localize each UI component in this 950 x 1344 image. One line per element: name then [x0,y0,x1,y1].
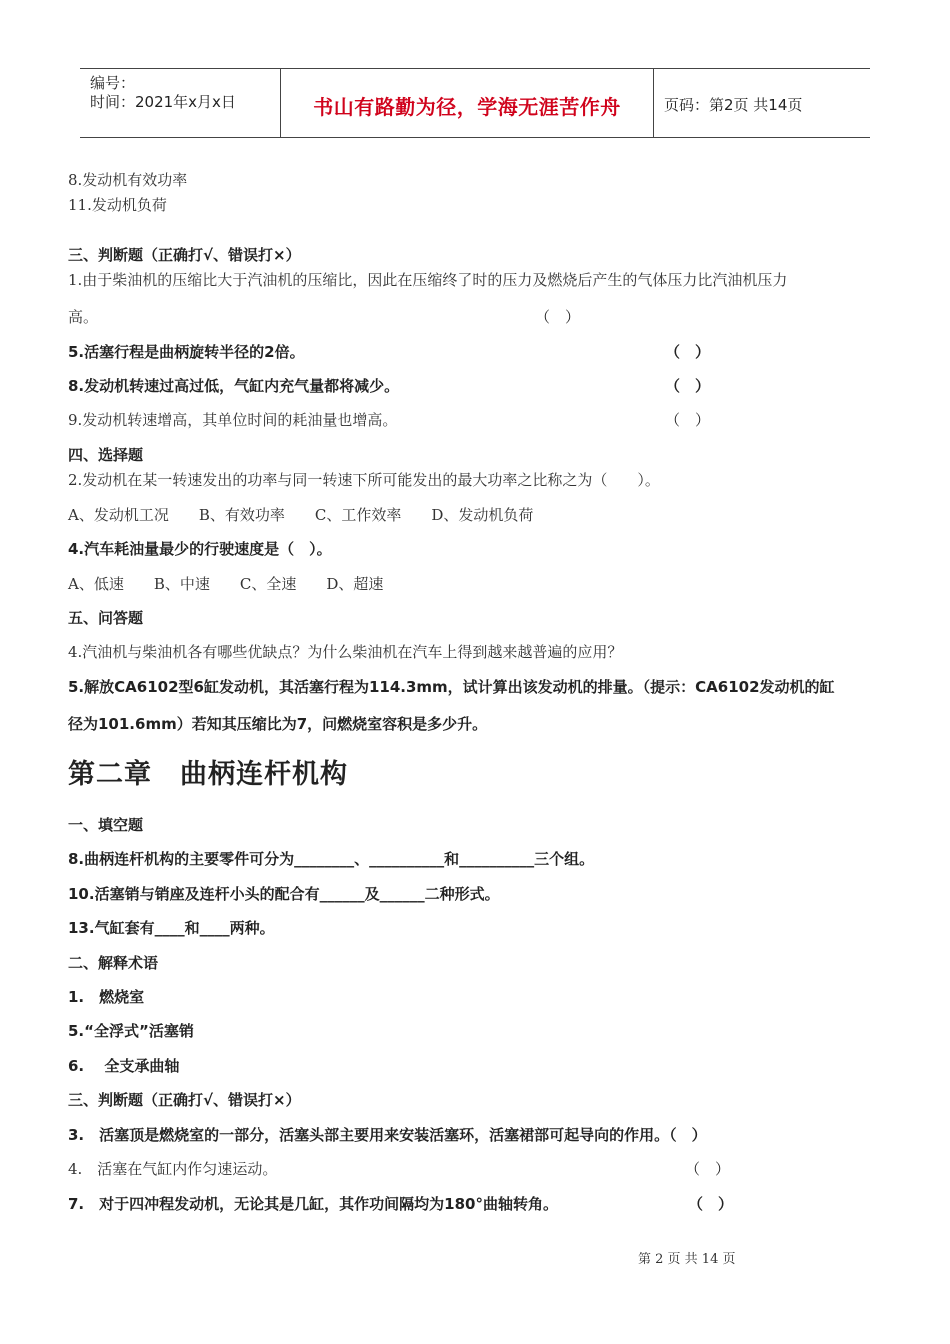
judge-question-1-cont: 高。 [68,308,99,326]
answer-paren: （ ） [665,343,711,361]
fill-question-13: 13.气缸套有____和____两种。 [68,919,275,937]
header-motto-cell [281,69,654,137]
qa-question-5-cont: 径为101.6mm）若知其压缩比为7，问燃烧室容积是多少升。 [68,715,488,733]
answer-paren: （ ） [685,1160,731,1178]
judge-question-8: 8.发动机转速过高过低，气缸内充气量都将减少。 [68,377,400,395]
judge-question-1: 1.由于柴油机的压缩比大于汽油机的压缩比，因此在压缩终了时的压力及燃烧后产生的气体压力比汽油机压力 [68,271,788,289]
chapter-title: 第二章 曲柄连杆机构 [68,759,348,790]
page-label: 页码：第2页 共14页 [664,96,803,114]
qa-question-5: 5.解放CA6102型6缸发动机，其活塞行程为114.3mm，试计算出该发动机的排量。（提示：CA6102发动机的缸 [68,678,835,696]
section-heading-fill: 一、填空题 [68,816,144,834]
answer-paren: （ ） [665,411,711,429]
fill-question-10: 10.活塞销与销座及连杆小头的配合有______及______二种形式。 [68,885,500,903]
motto: 书山有路勤为径，学海无涯苦作舟 [313,95,621,119]
number-label: 编号： [90,74,136,92]
judge2-question-4: 4. 活塞在气缸内作匀速运动。 [68,1160,278,1178]
qa-question-4: 4.汽油机与柴油机各有哪些优缺点？为什么柴油机在汽车上得到越来越普遍的应用？ [68,643,623,661]
choice-options-4: A、低速 B、中速 C、全速 D、超速 [68,575,384,593]
term-item-8: 8.发动机有效功率 [68,171,188,189]
answer-paren: （ ） [688,1195,734,1213]
choice-question-2: 2.发动机在某一转速发出的功率与同一转速下所可能发出的最大功率之比称之为（ ）。 [68,471,660,489]
term-item-11: 11.发动机负荷 [68,196,167,214]
judge2-question-3: 3. 活塞顶是燃烧室的一部分，活塞头部主要用来安装活塞环，活塞裙部可起导向的作用。（ ） [68,1126,707,1144]
judge2-question-7: 7. 对于四冲程发动机，无论其是几缸，其作功间隔均为180°曲轴转角。 [68,1195,558,1213]
term-5: 5.“全浮式”活塞销 [68,1022,194,1040]
judge-question-9: 9.发动机转速增高，其单位时间的耗油量也增高。 [68,411,398,429]
judge-question-5: 5.活塞行程是曲柄旋转半径的2倍。 [68,343,305,361]
section-heading-qa: 五、问答题 [68,609,144,627]
choice-options-2: A、发动机工况 B、有效功率 C、工作效率 D、发动机负荷 [68,506,534,524]
section-heading-terms: 二、解释术语 [68,954,159,972]
answer-paren: （ ） [535,308,581,326]
term-6: 6. 全支承曲轴 [68,1057,180,1075]
page-footer: 第 2 页 共 14 页 [638,1252,736,1267]
section-heading-choice: 四、选择题 [68,446,144,464]
header-page-cell [654,69,870,137]
time-label: 时间：2021年x月x日 [90,93,236,111]
page-header [80,68,870,138]
term-1: 1. 燃烧室 [68,988,145,1006]
section-heading-judge-2: 三、判断题（正确打√、错误打×） [68,1091,301,1109]
answer-paren: （ ） [665,377,711,395]
section-heading-judge-1: 三、判断题（正确打√、错误打×） [68,246,301,264]
fill-question-8: 8.曲柄连杆机构的主要零件可分为________、__________和__________三个组。 [68,850,595,868]
choice-question-4: 4.汽车耗油量最少的行驶速度是（ ）。 [68,540,332,558]
header-info-cell [80,69,281,137]
